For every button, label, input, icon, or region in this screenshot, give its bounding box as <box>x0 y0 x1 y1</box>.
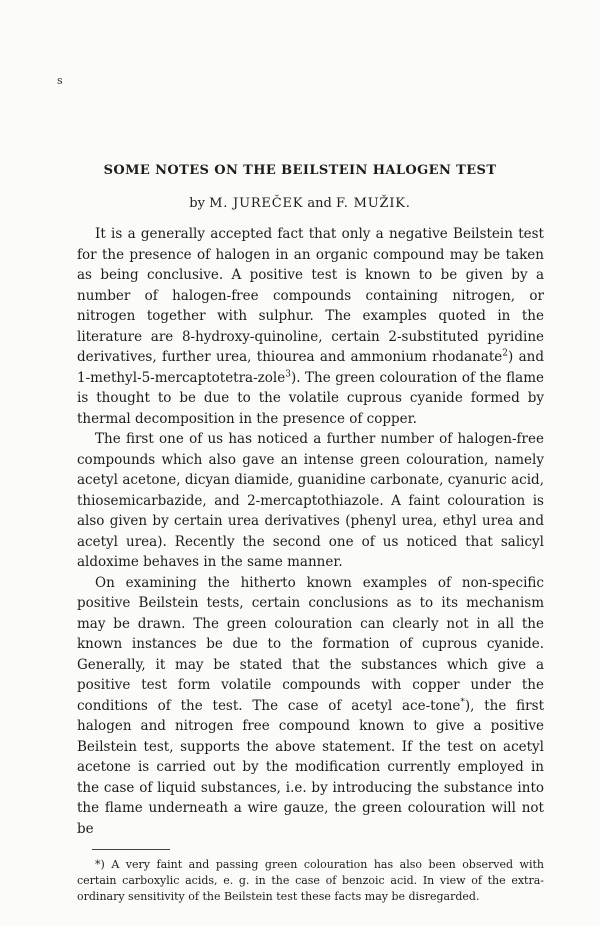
paragraph-1-text-c: ). The green colouration of the flame is thought to be due to the volatile cuprous cyanide formed by thermal decomposition in the presence of copper. <box>77 369 544 427</box>
author-name-2: F. MUŽIK. <box>335 196 411 211</box>
paragraph-2: The first one of us has noticed a further number of halogen-free compounds which also gave an intense green colouration, namely acetyl acetone, dicyan diamide, guanidine carbonate, cyanuric acid, thiosemicarbazide, and 2-mercaptothiazole. A faint colouration is also given by certain urea derivatives (phenyl urea, ethyl urea and acetyl urea). Recently the second one of us noticed that salicyl aldoxime behaves in the same manner. <box>77 431 544 570</box>
paragraph-1 <box>77 224 544 429</box>
reference-mark-2: 2 <box>502 348 509 359</box>
author-line <box>0 196 600 211</box>
paragraph-3-text-b: ), the first halogen and nitrogen free compound known to give a positive Beilstein test, supports the above statement. If the test on acetyl acetone is carried out by the modification currently employed in the case of liquid substances, i.e. by introducing the substance into the flame underneath a wire gauze, the green colouration will not be <box>77 697 544 837</box>
footnote: *) A very faint and passing green colouration has also been observed with certain carboxylic acids, e. g. in the case of benzoic acid. In view of the extra-ordinary sensitivity of the Beilstein test these facts may be disregarded. <box>77 858 544 903</box>
footnote-rule <box>92 849 170 850</box>
page-mark: s <box>57 74 63 87</box>
paragraph-3 <box>77 573 544 840</box>
paper-title: SOME NOTES ON THE BEILSTEIN HALOGEN TEST <box>103 163 497 178</box>
author-by: by <box>189 196 205 211</box>
author-name-1: M. JUREČEK <box>209 196 304 211</box>
paragraph-3-text-a: On examining the hitherto known examples of non-specific positive Beilstein tests, certain conclusions as to its mechanism may be drawn. The green colouration can clearly not in all the known instances be due to the formation of cuprous cyanide. Generally, it may be stated that the substances which give a positive test form volatile compounds with copper under the conditions of the test. The case of acetyl ace-tone <box>77 574 544 714</box>
footnote-mark: * <box>460 697 465 707</box>
paragraph-1-text-b: ) and 1-methyl-5-mercaptotetra-zole <box>77 349 544 386</box>
article-body <box>77 224 544 839</box>
paragraph-1-text-a: It is a generally accepted fact that only a negative Beilstein test for the presence of halogen in an organic compound may be taken as being conclusive. A positive test is known to be given by a number of halogen-free compounds containing nitrogen, or nitrogen together with sulphur. The examples quoted in the literature are 8-hydroxy-quinoline, certain 2-substituted pyridine derivatives, further urea, thiourea and ammonium rhodanate <box>77 226 544 365</box>
author-and: and <box>307 196 332 211</box>
reference-mark-3: 3 <box>285 369 291 379</box>
